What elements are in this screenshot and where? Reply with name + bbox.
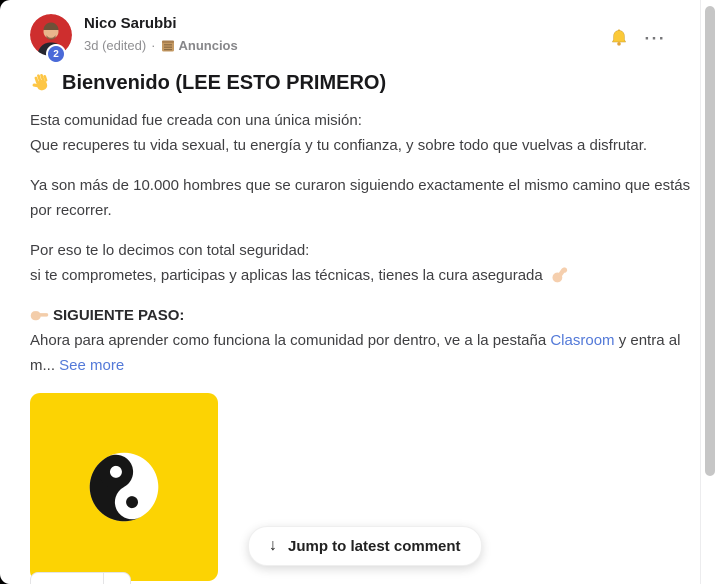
notification-bell-icon[interactable] xyxy=(609,28,629,48)
author-name[interactable]: Nico Sarubbi xyxy=(84,15,177,32)
body-line xyxy=(30,328,681,353)
body-line: Que recuperes tu vida sexual, tu energía y tu confianza, y sobre todo que vuelvas a disfrutar. xyxy=(30,137,648,154)
body-line: Esta comunidad fue creada con una única misión: xyxy=(30,112,362,129)
level-badge: 2 xyxy=(46,44,66,64)
body-line-text: si te comprometes, participas y aplicas las técnicas, tienes la cura asegurada xyxy=(30,267,543,284)
header-actions xyxy=(609,14,666,48)
post-title xyxy=(30,71,666,95)
paragraph-next-step xyxy=(30,303,681,378)
scrollbar-thumb[interactable] xyxy=(705,6,715,476)
more-options-icon[interactable]: ··· xyxy=(644,28,666,48)
post-body xyxy=(30,108,691,378)
scroll-icon xyxy=(161,39,175,53)
next-step-title: SIGUIENTE PASO xyxy=(53,307,180,324)
body-line: Ya son más de 10.000 hombres que se curaron siguiendo exactamente el mismo camino que estás xyxy=(30,177,691,194)
waving-hand-emoji-icon xyxy=(30,71,54,95)
classroom-link[interactable]: Clasroom xyxy=(550,332,615,349)
paragraph-social-proof xyxy=(30,173,691,223)
reaction-bar xyxy=(30,572,131,584)
next-step-colon: : xyxy=(179,307,185,324)
flexed-biceps-emoji-icon xyxy=(551,266,568,283)
body-line-text: m... xyxy=(30,357,60,374)
yin-yang-emoji-icon xyxy=(89,452,159,522)
body-line-text: y entra al xyxy=(614,332,681,349)
body-line-text: Ahora para aprender como funciona la comunidad por dentro, ve a la pestaña xyxy=(30,332,551,349)
body-line: Por eso te lo decimos con total seguridad: xyxy=(30,242,310,259)
jump-button-label: Jump to latest comment xyxy=(288,537,461,555)
see-more-link[interactable]: See more xyxy=(59,357,125,374)
category-chip[interactable] xyxy=(161,38,238,53)
meta-separator: · xyxy=(151,38,156,53)
like-button[interactable] xyxy=(30,572,104,584)
author-block xyxy=(84,14,238,53)
body-line xyxy=(30,353,666,378)
body-line xyxy=(30,263,666,288)
category-label: Anuncios xyxy=(178,38,238,53)
down-arrow-icon: ↓ xyxy=(269,537,277,554)
next-step-heading xyxy=(30,303,666,328)
author-avatar[interactable] xyxy=(30,14,72,60)
pointing-right-emoji-icon xyxy=(30,308,49,323)
comment-button[interactable] xyxy=(104,572,131,584)
post-meta xyxy=(84,38,238,53)
paragraph-mission xyxy=(30,108,666,158)
jump-to-latest-comment-button[interactable] xyxy=(248,526,482,566)
post-title-text: Bienvenido (LEE ESTO PRIMERO) xyxy=(62,71,387,94)
post-timestamp: 3d (edited) xyxy=(84,38,147,53)
post-image-attachment[interactable] xyxy=(30,393,218,581)
post-header xyxy=(30,14,666,60)
paragraph-promise xyxy=(30,238,666,288)
panel-divider xyxy=(700,0,701,584)
body-line: por recorrer. xyxy=(30,202,112,219)
